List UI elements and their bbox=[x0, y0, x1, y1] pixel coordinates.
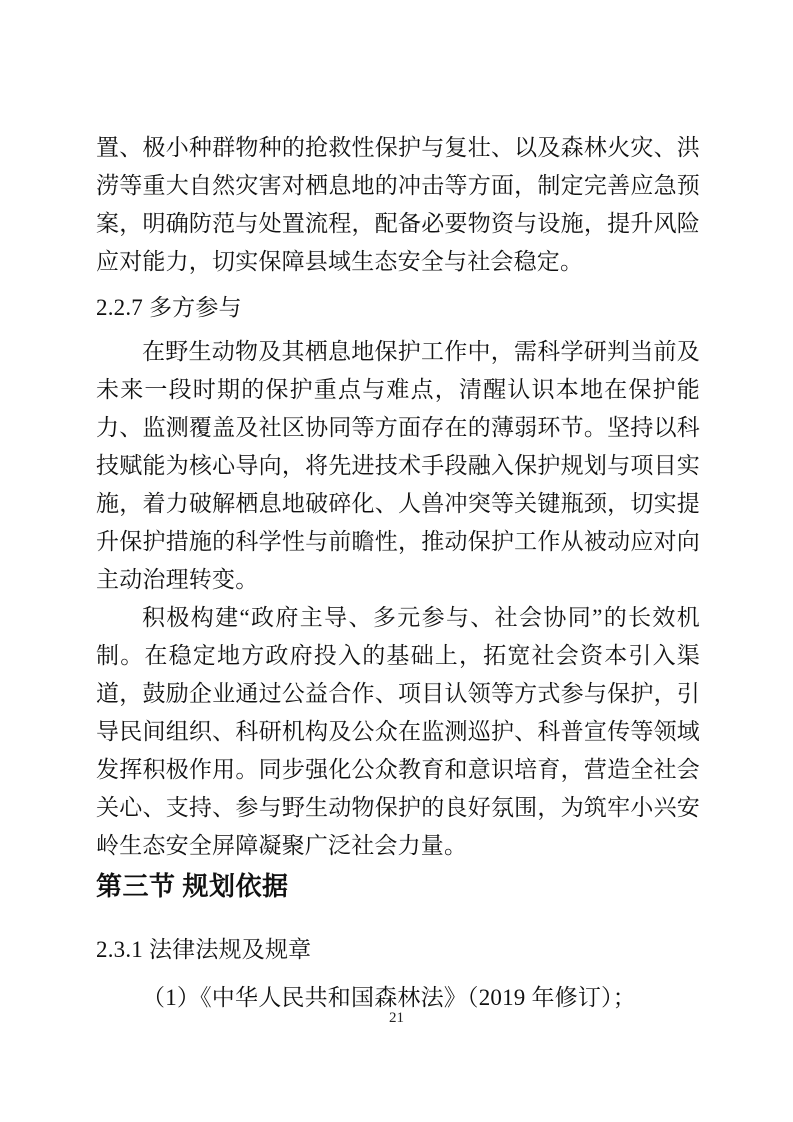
paragraph-emergency-plan-continuation: 置、极小种群物种的抢救性保护与复壮、以及森林火灾、洪涝等重大自然灾害对栖息地的冲击等方面，制定完善应急预案，明确防范与处置流程，配备必要物资与设施，提升风险应对能力，切实保障县域生态安全与社会稳定。 bbox=[96, 135, 700, 274]
paragraph-participation-2: 积极构建“政府主导、多元参与、社会协同”的长效机制。在稳定地方政府投入的基础上，拓宽社会资本引入渠道，鼓励企业通过公益合作、项目认领等方式参与保护，引导民间组织、科研机构及公众在监测巡护、科普宣传等领域发挥积极作用。同步强化公众教育和意识培育，营造全社会关心、支持、参与野生动物保护的良好氛围，为筑牢小兴安岭生态安全屏障凝聚广泛社会力量。 bbox=[96, 605, 700, 858]
paragraph-participation-1: 在野生动物及其栖息地保护工作中，需科学研判当前及未来一段时期的保护重点与难点，清醒认识本地在保护能力、监测覆盖及社区协同等方面存在的薄弱环节。坚持以科技赋能为核心导向，将先进技术手段融入保护规划与项目实施，着力破解栖息地破碎化、人兽冲突等关键瓶颈，切实提升保护措施的科学性与前瞻性，推动保护工作从被动应对向主动治理转变。 bbox=[96, 339, 700, 592]
page-content bbox=[96, 129, 700, 1017]
heading-2-2-7-multi-participation: 2.2.7 多方参与 bbox=[96, 295, 242, 320]
page-number: 21 bbox=[389, 1010, 404, 1026]
legal-item-forest-law: （1）《中华人民共和国森林法》（2019 年修订）； bbox=[142, 985, 636, 1010]
section-heading-planning-basis: 第三节 规划依据 bbox=[96, 872, 289, 901]
heading-2-3-1-laws-regulations: 2.3.1 法律法规及规章 bbox=[96, 937, 312, 962]
